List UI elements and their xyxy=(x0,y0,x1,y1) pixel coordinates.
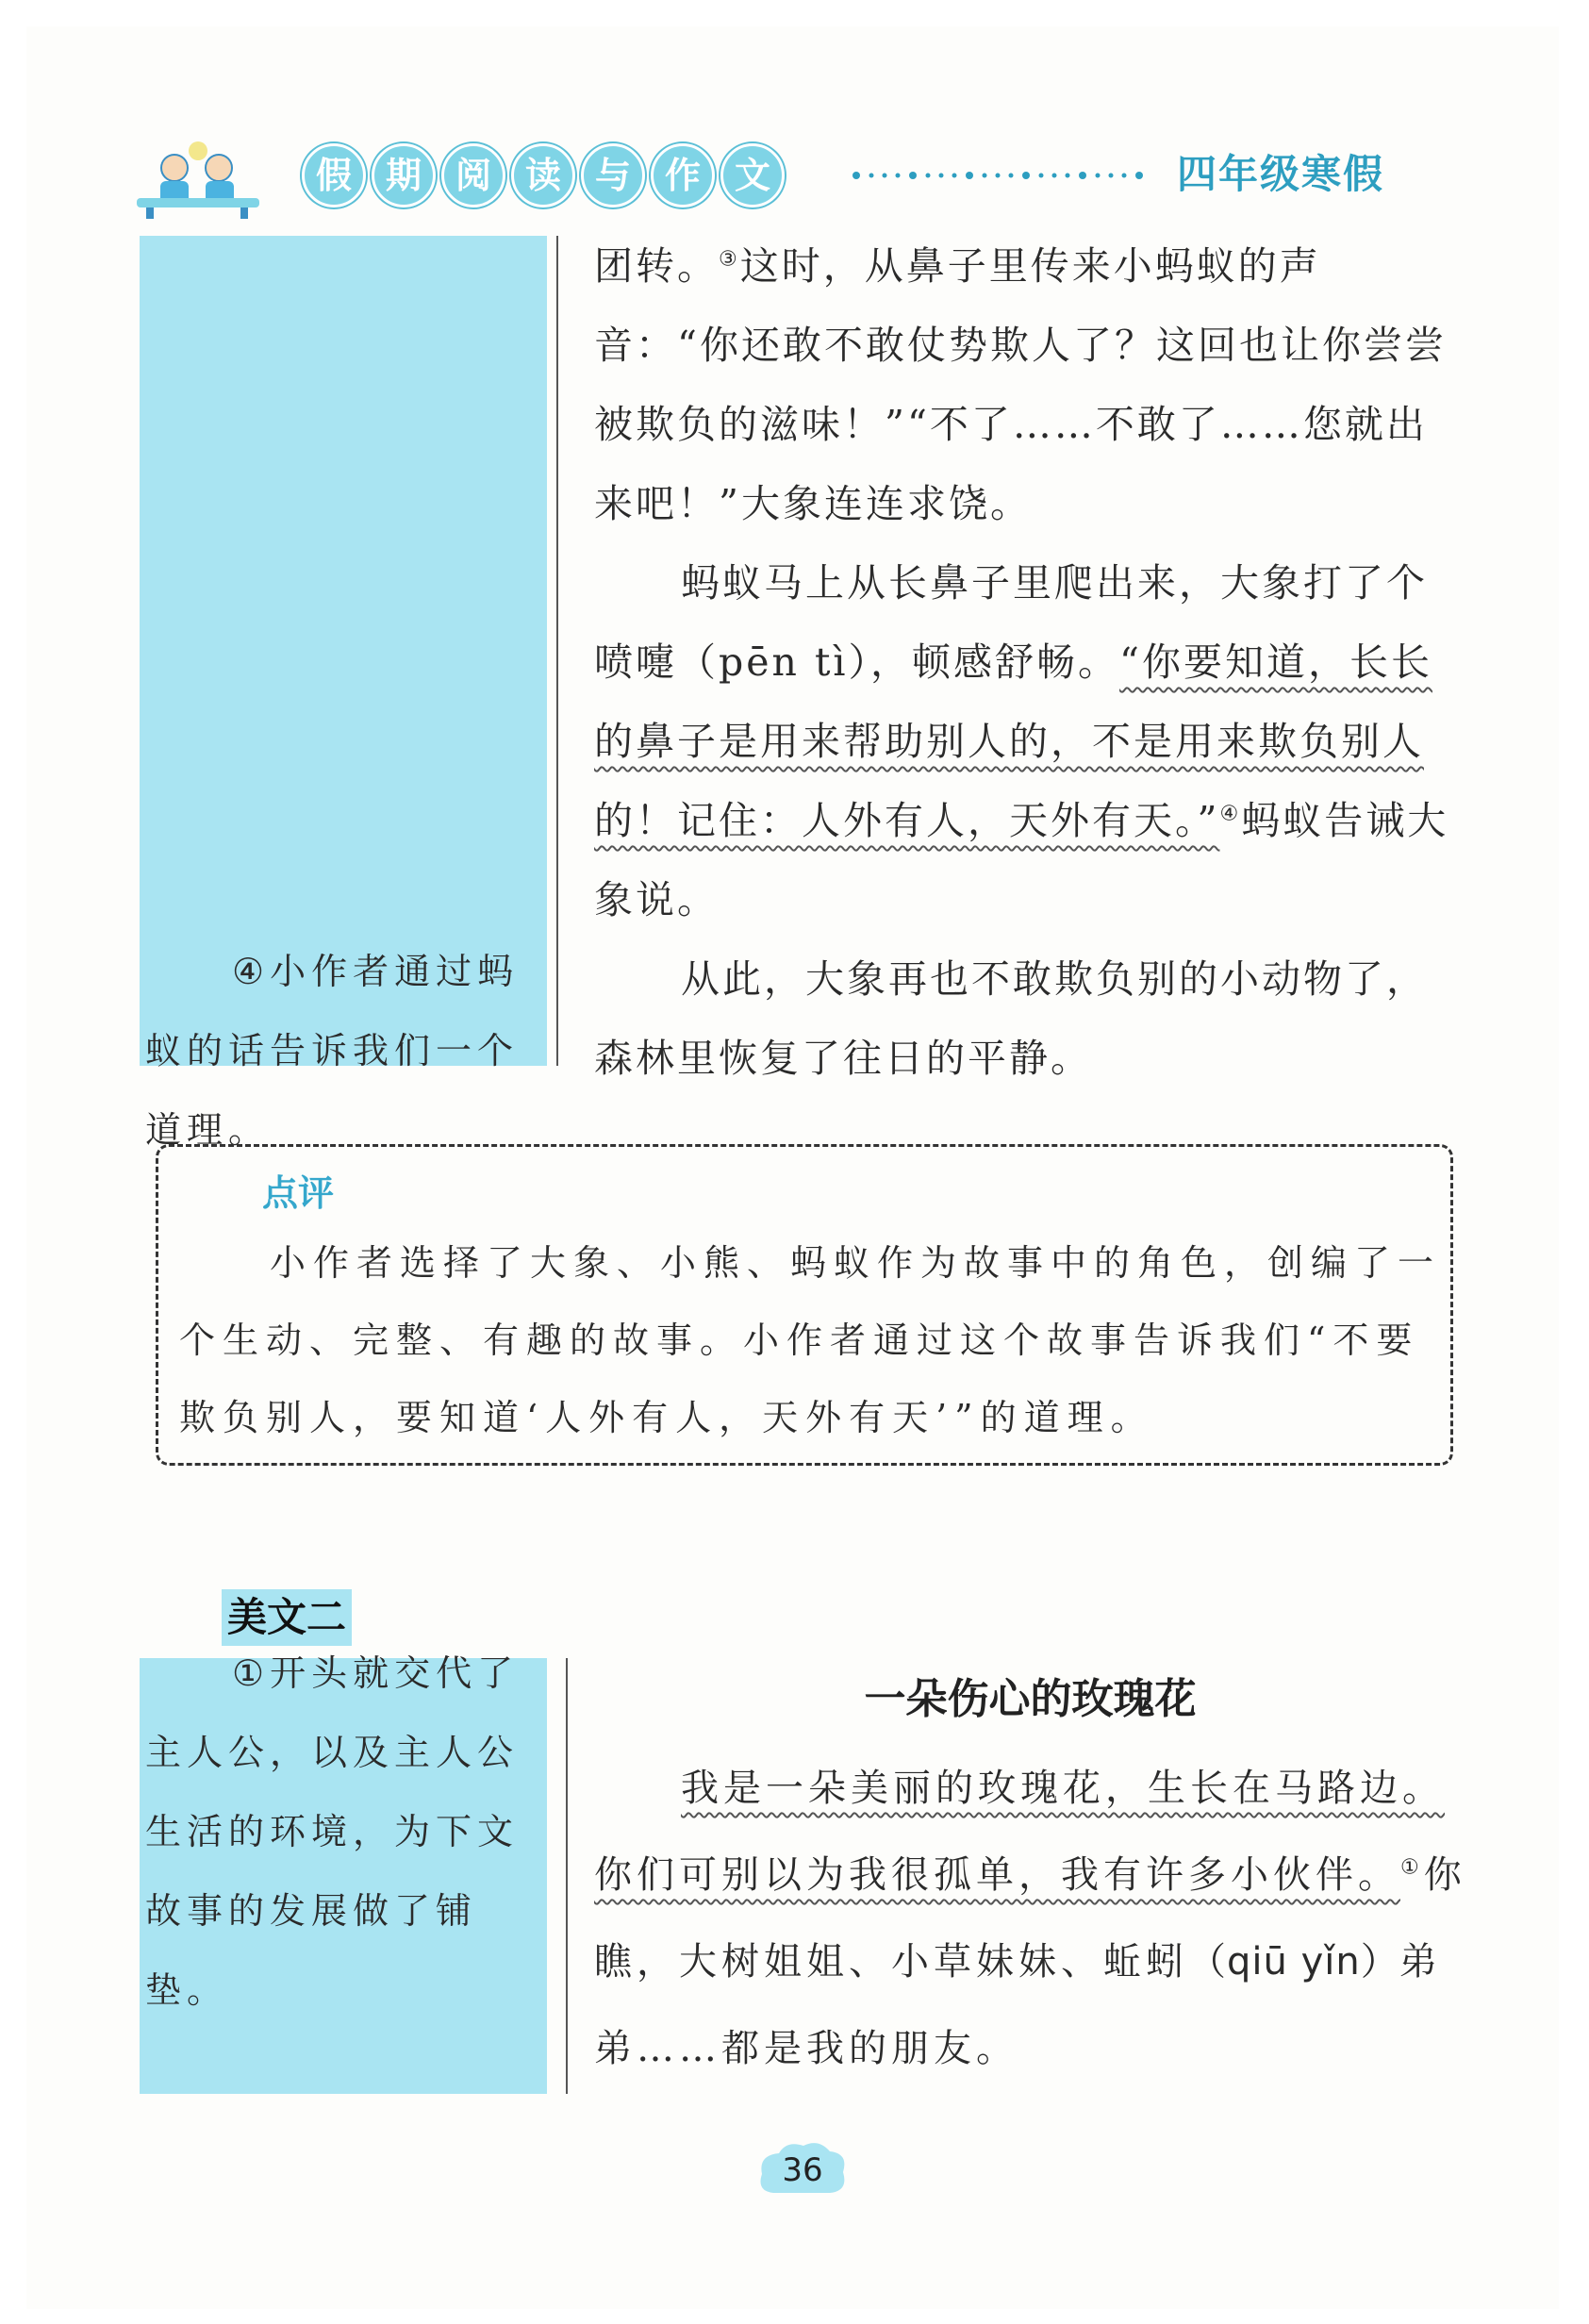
paragraph: 从此，大象再也不敢欺负别的小动物了，森林里恢复了往日的平静。 xyxy=(594,956,1428,1081)
title-char: 假 xyxy=(302,143,366,208)
paragraph-text: 弟弟……都是我的朋友。 xyxy=(594,1940,1442,2070)
page-number xyxy=(754,2136,851,2204)
emphasized-text: 团转。 xyxy=(594,243,719,289)
wavy-underlined-text: 我是一朵美丽的玫瑰花，生长在马路边。你们可别以为我很孤单，我有许多小伙伴。 xyxy=(594,1767,1445,1897)
paragraph xyxy=(594,543,1466,939)
title-char: 阅 xyxy=(441,143,505,208)
footnote-marker: ③ xyxy=(719,247,740,272)
title-char: 期 xyxy=(372,143,436,208)
pinyin-text: （qiū yǐn） xyxy=(1188,1940,1399,1984)
review-box xyxy=(156,1144,1453,1466)
page-header xyxy=(132,132,1433,222)
annotation-sidebar xyxy=(140,1652,547,2094)
kids-reading-logo-icon xyxy=(132,132,264,222)
annotation-note: ④小作者通过蚂蚁的话告诉我们一个道理。 xyxy=(145,951,520,1151)
review-title: 点评 xyxy=(262,1172,335,1214)
paragraph-text: 这时，从鼻子里传来小蚂蚁的声音：“你还敢不敢仗势欺人了？这回也让你尝尝被欺负的滋味！”“不了……不敢了……您就出来吧！”大象连连求饶。 xyxy=(594,243,1447,526)
paragraph-text: 蚂蚁告诫大象说。 xyxy=(594,798,1449,922)
essay-title: 一朵伤心的玫瑰花 xyxy=(864,1675,1197,1723)
footnote-marker: ① xyxy=(1400,1855,1424,1880)
title-char: 读 xyxy=(511,143,575,208)
wavy-underlined-text: “你要知道，长长的鼻子是用来帮助别人的，不是用来欺负别人的！记住：人外有人，天外有天。” xyxy=(594,639,1433,843)
story-continuation xyxy=(594,226,1466,1098)
title-char: 作 xyxy=(651,143,715,208)
section-tag: 美文二 xyxy=(222,1589,352,1646)
book-title xyxy=(302,143,785,208)
review-body: 小作者选择了大象、小熊、蚂蚁作为故事中的角色，创编了一个生动、完整、有趣的故事。小作者通过这个故事告诉我们“不要欺负别人，要知道‘人外有人，天外有天’”的道理。 xyxy=(179,1242,1442,1438)
title-char: 与 xyxy=(581,143,645,208)
review-text xyxy=(179,1224,1443,1456)
annotation-sidebar xyxy=(140,236,547,1151)
paragraph-text: 蚂蚁马上从长鼻子里爬出来，大象打了个喷嚏（pēn tì），顿感舒畅。 xyxy=(594,560,1428,685)
title-char: 文 xyxy=(720,143,785,208)
essay-body xyxy=(594,1745,1466,2092)
column-divider xyxy=(566,1658,568,2094)
column-divider xyxy=(556,236,558,1066)
annotation-note: ①开头就交代了主人公，以及主人公生活的环境，为下文故事的发展做了铺垫。 xyxy=(145,1652,520,2011)
page-number-text: 36 xyxy=(782,2151,823,2189)
paragraph-text: 你瞧，大树姐姐、小草妹妹、蚯蚓 xyxy=(594,1853,1466,1984)
paragraph xyxy=(594,1745,1466,2092)
footnote-marker: ④ xyxy=(1219,802,1242,826)
paragraph xyxy=(594,226,1466,543)
grade-label: 四年级寒假 xyxy=(1177,151,1385,197)
